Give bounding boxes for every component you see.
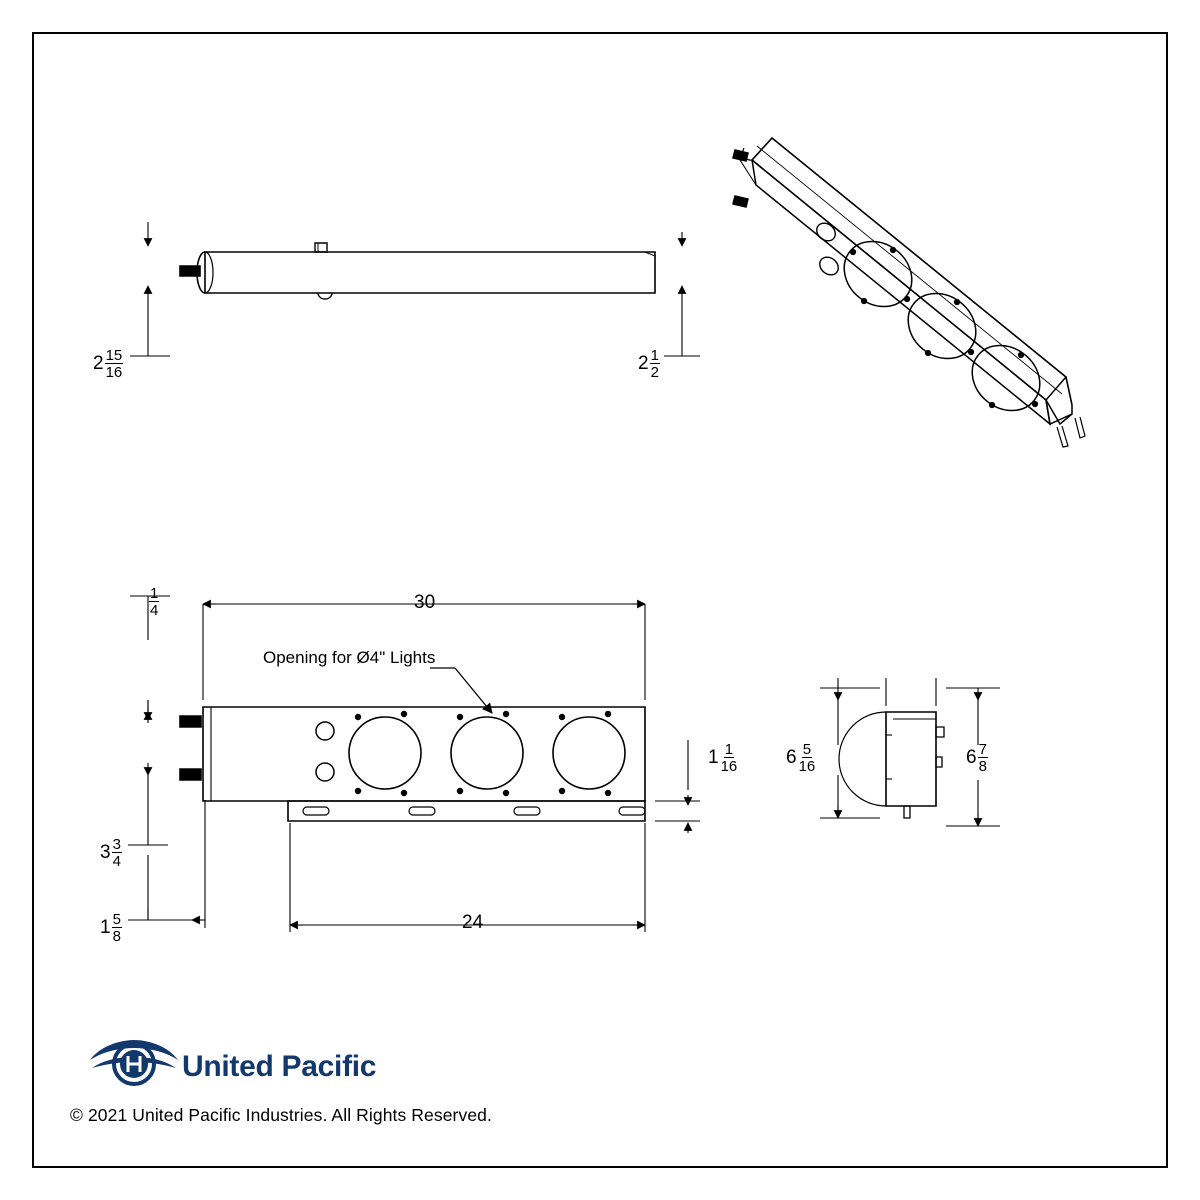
- copyright-text: © 2021 United Pacific Industries. All Rights Reserved.: [70, 1105, 492, 1125]
- dim-front-flange-height: 1 $\frac{1}{16}$: [708, 741, 738, 775]
- brand-name: United Pacific: [182, 1050, 377, 1083]
- side-view-geometry: [839, 712, 944, 818]
- isometric-view-geometry: [733, 138, 1085, 447]
- top-view-geometry: [180, 243, 655, 299]
- dim-side-right-height: 6 $\frac{7}{8}$: [966, 741, 987, 775]
- dim-front-overall-width: 30: [414, 592, 436, 613]
- united-pacific-logo: [86, 1030, 182, 1094]
- dim-top-left-height: 2 $\frac{15}{16}$: [93, 347, 123, 381]
- front-view-geometry: [180, 707, 645, 821]
- dim-side-left-height: 6 $\frac{5}{16}$: [786, 741, 816, 775]
- front-view-dimensions: [128, 596, 700, 932]
- note-opening-for-lights: Opening for Ø4" Lights: [263, 648, 436, 667]
- dim-front-stud-spacing: 3 $\frac{3}{4}$: [100, 836, 121, 870]
- dim-front-tab-offset: $\frac{1}{4}$: [150, 585, 159, 619]
- top-view-dimensions: [130, 222, 700, 356]
- dim-top-right-height: 2 $\frac{1}{2}$: [638, 347, 659, 381]
- dim-front-bottom-offset: 1 $\frac{5}{8}$: [100, 911, 121, 945]
- dim-front-lower-width: 24: [462, 912, 484, 933]
